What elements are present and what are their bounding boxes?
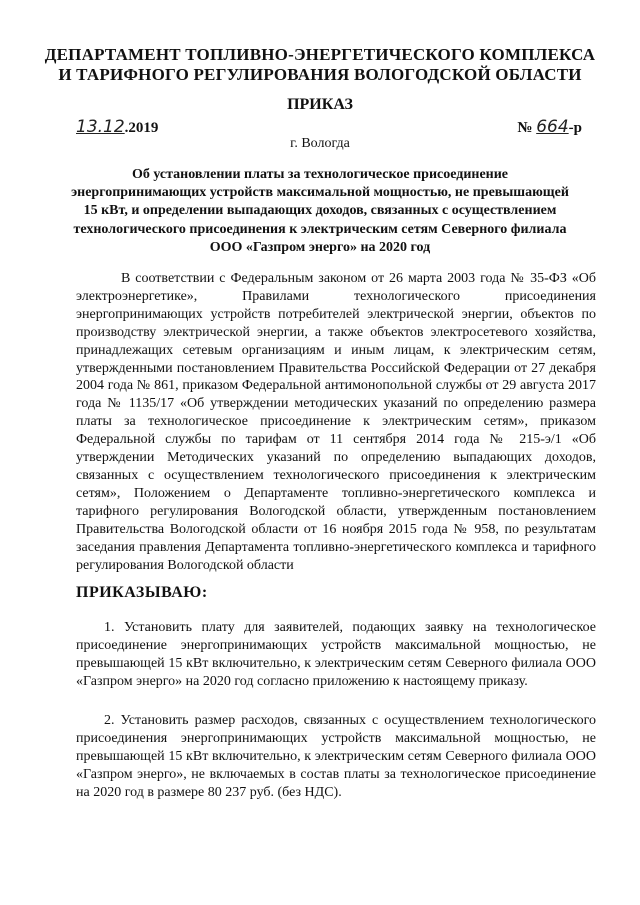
number-suffix: -р [568, 120, 582, 136]
number-sign: № [517, 120, 533, 136]
department-name-line2: И ТАРИФНОГО РЕГУЛИРОВАНИЯ ВОЛОГОДСКОЙ ОБЛАСТИ [58, 65, 582, 84]
order-date [76, 117, 158, 137]
order-item-2: 2. Установить размер расходов, связанных с осуществлением технологического присоединения энергопринимающих устройств максимальной мощностью, не превышающей 15 кВт включительно, к электрическим сетям Северного филиала ООО «Газпром энерго», не включаемых в состав платы за технологическое присоединение на 2020 год в размере 80 237 руб. (без НДС). [76, 713, 596, 800]
department-name-line1: ДЕПАРТАМЕНТ ТОПЛИВНО-ЭНЕРГЕТИЧЕСКОГО КОМПЛЕКСА [44, 45, 596, 64]
order-year: .2019 [124, 120, 159, 136]
order-item-1: 1. Установить плату для заявителей, подающих заявку на технологическое присоединение энергопринимающих устройств максимальной мощностью, не превышающей 15 кВт включительно, к электрическим сетям Северного филиала ООО «Газпром энерго» на 2020 год согласно приложению к настоящему приказу. [76, 620, 596, 689]
handwritten-date: 13.12 [76, 117, 125, 137]
order-subject: Об установлении платы за технологическое присоединение энергопринимающих устройств максимальной мощностью, не превышающей 15 кВт, и определении выпадающих доходов, связанных с осуществлением технологического присоединения к электрическим сетям Северного филиала ООО «Газпром энерго» на 2020 год [71, 167, 569, 255]
order-title: ПРИКАЗ [287, 96, 353, 113]
order-number [517, 117, 582, 137]
document-header [0, 45, 640, 85]
order-city: г. Вологда [290, 136, 350, 151]
preamble-paragraph: В соответствии с Федеральным законом от 26 марта 2003 года № 35-ФЗ «Об электроэнергетике», Правилами технологического присоединения энергопринимающих устройств потребителей электрической энергии, объектов по производству электрической энергии, а также объектов электросетевого хозяйства, принадлежащих сетевым организациям и иным лицам, к электрическим сетям, утвержденными постановлением Правительства Российской Федерации от 27 декабря 2004 года № 861, приказом Федеральной антимонопольной службы от 29 августа 2017 года № 1135/17 «Об утверждении методических указаний по определению размера платы за технологическое присоединение к электрическим сетям», приказом Федеральной службы по тарифам от 11 сентября 2014 года № 215-э/1 «Об утверждении Методических указаний по определению выпадающих доходов, связанных с осуществлением технологического присоединения к электрическим сетям», Положением о Департаменте топливно-энергетического комплекса и тарифного регулирования Вологодской области, утвержденным постановлением Правительства Вологодской области от 16 ноября 2015 года № 958, по результатам заседания правления Департамента топливно-энергетического комплекса и тарифного регулирования Вологодской области [76, 271, 596, 573]
order-directive-heading: ПРИКАЗЫВАЮ: [76, 584, 208, 601]
handwritten-number: 664 [536, 117, 569, 137]
